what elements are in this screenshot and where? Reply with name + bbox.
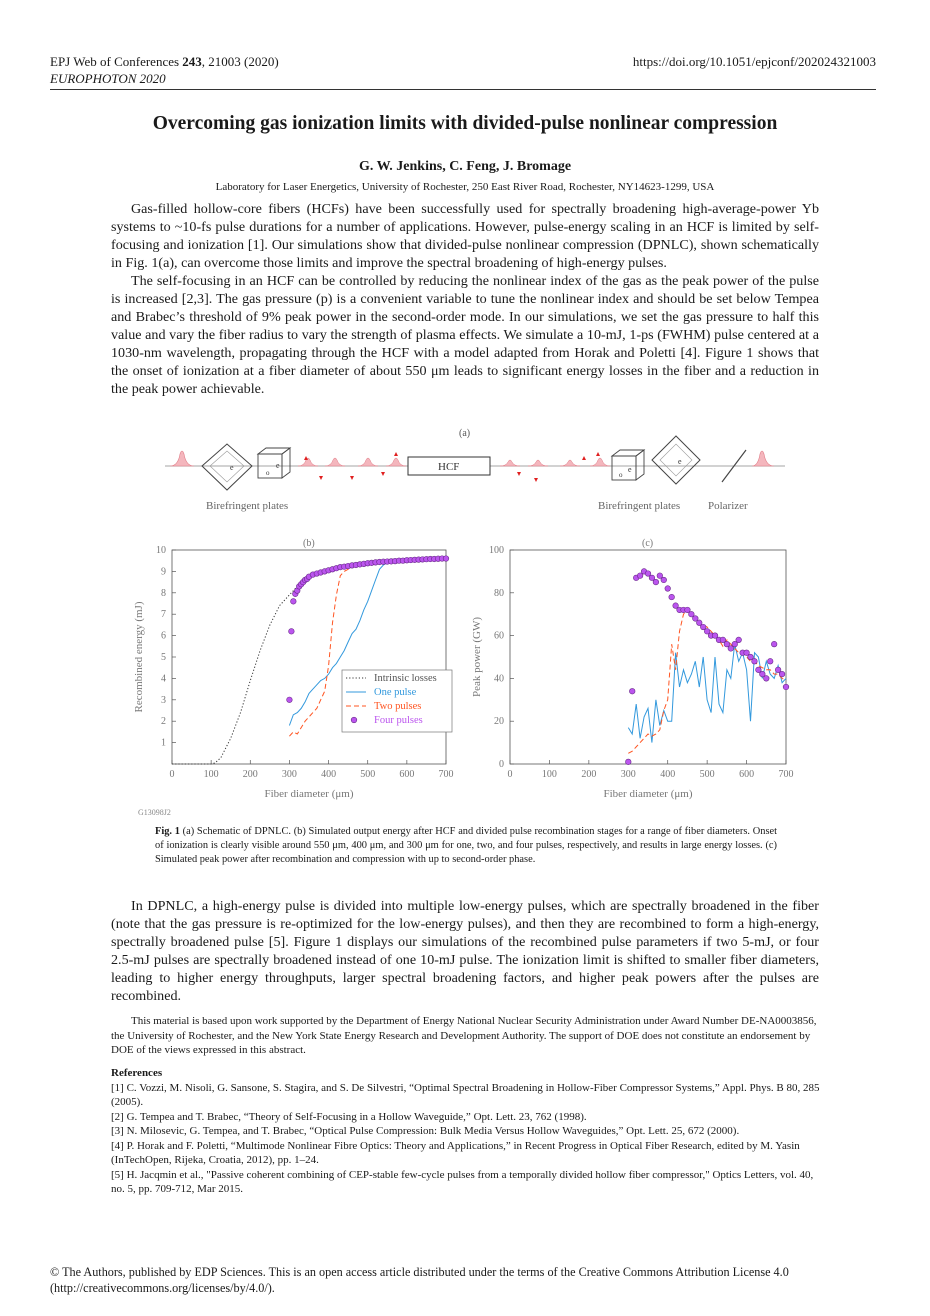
paragraph: In DPNLC, a high-energy pulse is divided into multiple low-energy pulses, which are spectrally broadened in the fiber (note that the gas pressure is re-optimized for the low-energy pulses), and then they are recombined to form a high-energy, spectrally broadened pulse [5]. Figure 1 displays our simulations of the recombined pulse parameters if two 5-mJ, or four 2.5-mJ pulses are spectrally broadened instead of one 10-mJ pulse. The ionization limit is shifted to smaller fiber diameters, leading to higher energy throughputs, larger spectral broadening factors, and higher peak powers after the pulses are recombined. <box>111 898 819 1004</box>
data-point-four-pulses <box>625 759 631 765</box>
data-point-four-pulses <box>287 697 293 703</box>
x-tick-label: 200 <box>581 769 597 780</box>
plates-right-label: Birefringent plates <box>598 500 681 512</box>
data-point-four-pulses <box>661 577 667 583</box>
acknowledgment <box>111 1014 821 1058</box>
x-axis-label: Fiber diameter (μm) <box>603 788 693 800</box>
data-point-four-pulses <box>629 688 635 694</box>
legend-marker <box>351 717 357 723</box>
y-tick-label: 1 <box>161 737 166 749</box>
reference-item: [5] H. Jacqmin et al., "Passive coherent combining of CEP-stable few-cycle pulses from a temporally divided hollow fiber compressor," Optics Letters, vol. 40, no. 5, pp. 709-712, Mar 2015. <box>111 1168 814 1195</box>
x-tick-label: 300 <box>620 769 636 780</box>
crystal-axis-glyph: e <box>628 465 632 474</box>
x-tick-label: 100 <box>203 769 219 780</box>
reference-item: [2] G. Tempea and T. Brabec, “Theory of Self-Focusing in a Hollow Waveguide,” Opt. Lett. 23, 762 (1998). <box>111 1110 587 1123</box>
x-axis-label: Fiber diameter (μm) <box>264 788 354 800</box>
plot-frame <box>510 550 786 764</box>
data-point-four-pulses <box>653 579 659 585</box>
legend-label: Intrinsic losses <box>374 673 437 684</box>
x-tick-label: 500 <box>360 769 376 780</box>
legend-label: Four pulses <box>374 715 423 726</box>
y-tick-label: 5 <box>161 652 166 663</box>
x-tick-label: 0 <box>169 769 175 780</box>
legend-label: One pulse <box>374 687 417 698</box>
crystal-axis-glyph: e <box>678 457 682 466</box>
birefringent-plate-left-cube <box>258 448 290 478</box>
reference-item: [4] P. Horak and F. Poletti, “Multimode Nonlinear Fibre Optics: Theory and Applications,” in Recent Progress in Optical Fiber Research, edited by M. Yasin (InTechOpen, Rijeka, Croatia, 2012), pp. 1–24. <box>111 1139 800 1166</box>
data-point-four-pulses <box>771 641 777 647</box>
header-rule <box>50 89 876 90</box>
hcf-label: HCF <box>438 461 460 473</box>
license-footer: © The Authors, published by EDP Sciences. This is an open access article distributed under the terms of the Creative Commons Attribution License 4.0 (http://creativecommons.org/licenses/by/4.0/). <box>50 1265 789 1295</box>
y-tick-label: 0 <box>499 759 504 770</box>
y-tick-label: 3 <box>161 694 166 706</box>
y-axis-label: Recombined energy (mJ) <box>133 601 145 713</box>
data-point-four-pulses <box>779 671 785 677</box>
y-tick-label: 4 <box>161 673 166 685</box>
data-point-four-pulses <box>736 637 742 643</box>
y-tick-label: 2 <box>161 716 166 728</box>
x-tick-label: 300 <box>281 769 297 780</box>
chart-c-peak-power <box>471 538 794 800</box>
crystal-axis-glyph: e <box>230 463 234 472</box>
data-point-four-pulses <box>289 629 295 635</box>
reference-item: [1] C. Vozzi, M. Nisoli, G. Sansone, S. Stagira, and S. De Silvestri, “Optimal Spectral Broadening in Hollow-Fiber Compressor Systems,” Appl. Phys. B 80, 285 (2005). <box>111 1081 820 1108</box>
x-tick-label: 400 <box>321 769 337 780</box>
body-section-1 <box>111 200 819 398</box>
panel-label: (b) <box>303 538 315 549</box>
polarizer-label: Polarizer <box>708 500 748 512</box>
pulse-train-right <box>500 452 610 482</box>
figure-1 <box>0 420 930 825</box>
data-point-four-pulses <box>752 658 758 664</box>
reference-item: [3] N. Milosevic, G. Tempea, and T. Brabec, “Optical Pulse Compression: Bulk Media Versus Hollow Waveguides,” Opt. Lett. 25, 672 (2000). <box>111 1125 740 1137</box>
y-tick-label: 7 <box>161 609 166 621</box>
figure-id: G13098J2 <box>138 808 171 817</box>
x-tick-label: 0 <box>507 769 513 780</box>
affiliation: Laboratory for Laser Energetics, University of Rochester, 250 East River Road, Rochester, NY14623-1299, USA <box>215 181 715 193</box>
y-tick-label: 9 <box>161 566 166 578</box>
data-point-four-pulses <box>763 676 769 682</box>
paragraph: Gas-filled hollow-core fibers (HCFs) have been successfully used for spectrally broadening high-average-power Yb systems to ~10-fs pulse durations for a number of applications. However, pulse-energy scaling in an HCF is limited by self-focusing and ionization [1]. Our simulations show that divided-pulse nonlinear compression (DPNLC), shown schematically in Fig. 1(a), can overcome those limits and improve the spectral broadening of high-energy pulses. <box>111 201 819 271</box>
series-line-intrinsic-losses <box>172 586 297 764</box>
panel-a-label: (a) <box>459 428 471 439</box>
data-point-four-pulses <box>783 684 789 690</box>
acknowledgment-text: This material is based upon work supported by the Department of Energy National Nuclear Security Administration under Award Number DE-NA0003856, the University of Rochester, and the New York State Energy Research and Development Authority. The support of DOE does not constitute an endorsement by DOE of the views expressed in this abstract. <box>111 1015 817 1056</box>
journal-name: EPJ Web of Conferences <box>50 54 183 69</box>
y-tick-label: 100 <box>489 545 504 556</box>
series-line-one-pulse <box>628 644 786 742</box>
y-axis-label: Peak power (GW) <box>471 616 483 698</box>
x-tick-label: 700 <box>438 769 454 780</box>
y-tick-label: 6 <box>161 630 166 642</box>
references <box>111 1066 821 1197</box>
caption-text: (a) Schematic of DPNLC. (b) Simulated output energy after HCF and divided pulse recombination stages for a range of fiber diameters. Onset of ionization is clearly visible around 550 μm, 400 μm, and 300 μm for one, two, and four pulses, respectively, and results in large energy losses. (c) Simulated peak power after recombination and compression with up to second-order phase. <box>155 826 777 865</box>
y-tick-label: 80 <box>494 587 504 599</box>
data-point-four-pulses <box>767 658 773 664</box>
paper-title: Overcoming gas ionization limits with divided-pulse nonlinear compression <box>152 113 778 134</box>
x-tick-label: 700 <box>778 769 794 780</box>
data-point-four-pulses <box>665 586 671 592</box>
birefringent-plate-right-cube <box>612 450 644 480</box>
data-point-four-pulses <box>443 556 449 562</box>
paragraph: The self-focusing in an HCF can be controlled by reducing the nonlinear index of the gas as the peak power of the pulse is increased [2,3]. The gas pressure (p) is a convenient variable to tune the nonlinear index and should be set below Tempea and Brabec’s threshold of 9% peak power in the second-order mode. In our simulations, we set the gas pressure to half this value and vary the fiber radius to vary the strength of plasma effects. We simulate a 10-mJ, 1-ps (FWHM) pulse centered at a 1030-nm wavelength, propagating through the HCF with a model adapted from Horak and Poletti [4]. Figure 1 shows that the onset of ionization at a fiber diameter of about 550 μm leads to significant energy losses in the fiber and a reduction in the peak power achievable. <box>111 273 819 397</box>
data-point-four-pulses <box>291 599 297 605</box>
x-tick-label: 200 <box>242 769 258 780</box>
y-tick-label: 60 <box>494 630 504 642</box>
x-tick-label: 600 <box>399 769 415 780</box>
y-tick-label: 10 <box>156 545 166 556</box>
output-pulse <box>752 451 774 466</box>
x-tick-label: 400 <box>660 769 676 780</box>
x-tick-label: 500 <box>699 769 715 780</box>
crystal-axis-glyph: e <box>276 461 280 470</box>
conference-name: EUROPHOTON 2020 <box>50 71 166 86</box>
legend-label: Two pulses <box>374 701 422 712</box>
doi-link[interactable]: https://doi.org/10.1051/epjconf/202024321003 <box>632 54 876 69</box>
birefringent-plate-left-diamond <box>202 444 252 490</box>
input-pulse <box>170 451 194 466</box>
x-tick-label: 100 <box>541 769 557 780</box>
author-list: G. W. Jenkins, C. Feng, J. Bromage <box>358 159 572 174</box>
crystal-axis-glyph-o: o <box>266 469 270 477</box>
birefringent-plate-right-diamond <box>652 436 700 484</box>
plates-left-label: Birefringent plates <box>206 500 289 512</box>
x-tick-label: 600 <box>739 769 755 780</box>
panel-label: (c) <box>642 538 654 549</box>
data-point-four-pulses <box>669 594 675 600</box>
crystal-axis-glyph-o: o <box>619 471 623 479</box>
caption-label: Fig. 1 <box>155 826 180 837</box>
journal-header <box>50 53 279 87</box>
y-tick-label: 20 <box>494 716 504 728</box>
journal-volume: 243 <box>182 54 202 69</box>
figure-caption <box>155 825 777 867</box>
y-tick-label: 40 <box>494 673 504 685</box>
references-title: References <box>111 1067 163 1079</box>
journal-article: , 21003 (2020) <box>201 54 279 69</box>
chart-b-energy <box>133 538 454 800</box>
y-tick-label: 8 <box>161 587 166 599</box>
panel-a-schematic <box>165 428 785 512</box>
body-section-2 <box>111 897 819 1005</box>
